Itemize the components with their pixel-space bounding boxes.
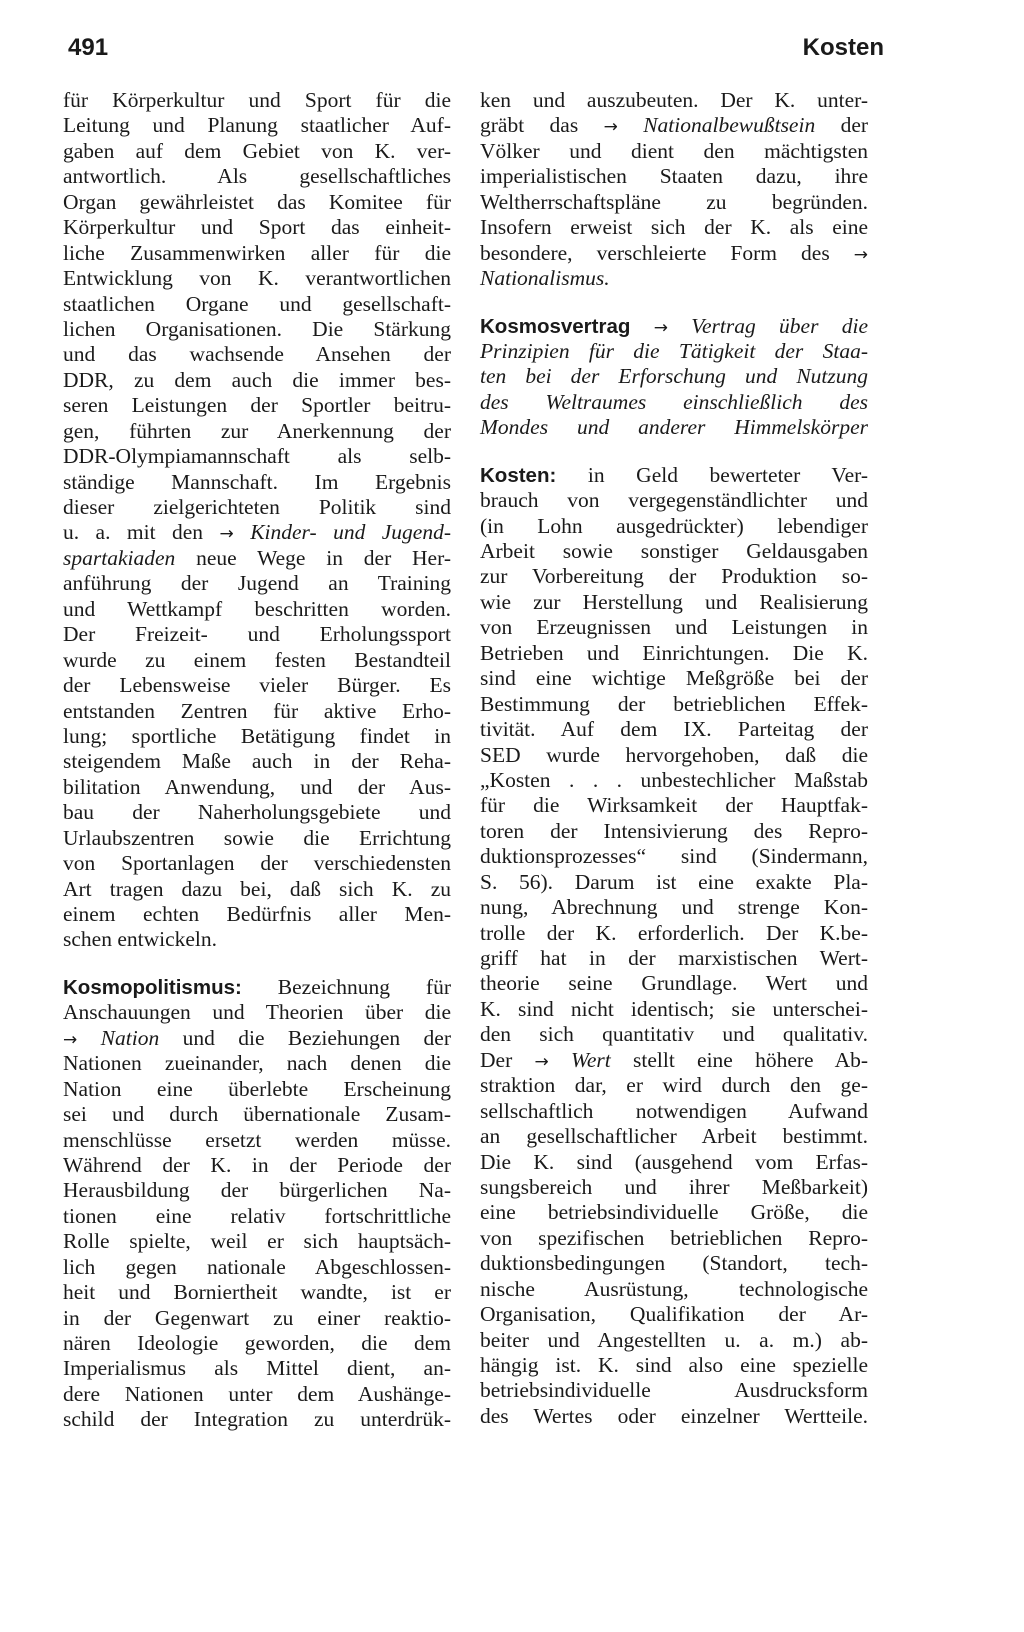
- text-line: duktionsprozesses“ sind (Sindermann,: [480, 844, 868, 869]
- text-line: „Kosten . . . unbestechlicher Maßstab: [480, 767, 868, 792]
- cross-reference-link[interactable]: Mondes und anderer Himmelskörper: [480, 415, 868, 440]
- text-line: in der Gegenwart zu einer reaktio-: [63, 1305, 451, 1330]
- headword-kosmopolitismus: Kosmopolitismus:: [63, 975, 242, 999]
- cross-reference-arrow-icon: →: [219, 524, 234, 545]
- text-line: sind eine wichtige Meßgröße bei der: [480, 666, 868, 691]
- text-line: [63, 520, 451, 545]
- text-line: straktion dar, er wird durch den ge-: [480, 1073, 868, 1098]
- text-line: [63, 546, 451, 571]
- text-line: lichen Organisationen. Die Stärkung: [63, 316, 451, 341]
- text-line: und Wettkampf beschritten worden.: [63, 596, 451, 621]
- text-line: Entwicklung von K. verantwortlichen: [63, 266, 451, 291]
- text-line: duktionsbedingungen (Standort, tech-: [480, 1251, 868, 1276]
- line-text: gräbt das: [480, 113, 579, 138]
- text-line: heit und Borniertheit wandte, ist er: [63, 1280, 451, 1305]
- page-number: 491: [68, 34, 109, 61]
- text-line: brauch von vergegenständlichter und: [480, 488, 868, 513]
- text-line: [480, 364, 868, 389]
- text-line: lich gegen nationale Abgeschlossen-: [63, 1254, 451, 1279]
- text-line: imperialistischen Staaten dazu, ihre: [480, 164, 868, 189]
- text-line: für die Wirksamkeit der Hauptfak-: [480, 793, 868, 818]
- headword-kosmosvertrag: Kosmosvertrag: [480, 314, 631, 338]
- text-line: an gesellschaftlicher Arbeit bestimmt.: [480, 1124, 868, 1149]
- cross-reference-arrow-icon: →: [853, 244, 869, 265]
- text-line: des Wertes oder einzelner Wertteile.: [480, 1403, 868, 1428]
- text-line: lung; sportliche Betätigung findet in: [63, 723, 451, 748]
- text-line: Nation eine überlebte Erscheinung: [63, 1076, 451, 1101]
- cross-reference-link[interactable]: Wert: [570, 1047, 611, 1072]
- text-line: [480, 1048, 868, 1073]
- text-line: [480, 390, 868, 415]
- text-line: [480, 339, 868, 364]
- headword-kosten: Kosten:: [480, 463, 557, 487]
- text-line: antwortlich. Als gesellschaftliches: [63, 164, 451, 189]
- text-line: beiter und Angestellten u. a. m.) ab-: [480, 1327, 868, 1352]
- cross-reference-link[interactable]: Prinzipien für die Tätigkeit der Staa-: [480, 338, 868, 363]
- cross-reference-link[interactable]: Nation: [100, 1025, 160, 1050]
- text-line: der Lebensweise vieler Bürger. Es: [63, 673, 451, 698]
- cross-reference-link[interactable]: Kinder- und Jugend-: [250, 520, 452, 545]
- text-line: Urlaubszentren sowie die Errichtung: [63, 825, 451, 850]
- right-column: [480, 88, 868, 1429]
- line-text: der: [840, 113, 869, 138]
- text-line: nische Ausrüstung, technologische: [480, 1276, 868, 1301]
- cross-reference-link[interactable]: ten bei der Erforschung und Nutzung: [480, 364, 868, 389]
- text-line: Art tragen dazu bei, daß sich K. zu: [63, 876, 451, 901]
- text-line: betriebsindividuelle Ausdrucksform: [480, 1378, 868, 1403]
- text-line: Während der K. in der Periode der: [63, 1152, 451, 1177]
- text-line: ständige Mannschaft. Im Ergebnis: [63, 469, 451, 494]
- line-text: u. a. mit den: [63, 520, 204, 545]
- text-line: von spezifischen betrieblichen Repro-: [480, 1225, 868, 1250]
- text-line: wurde zu einem festen Bestandteil: [63, 647, 451, 672]
- cross-reference-link[interactable]: Vertrag über die: [691, 313, 868, 338]
- text-line: liche Zusammenwirken aller für die: [63, 240, 451, 265]
- line-text: besondere, verschleierte Form des: [480, 240, 830, 265]
- text-line: gen, führten zur Anerkennung der: [63, 418, 451, 443]
- text-line: theorie seine Grundlage. Wert und: [480, 971, 868, 996]
- text-line: Organisation, Qualifikation der Ar-: [480, 1302, 868, 1327]
- left-column: [63, 88, 451, 1433]
- running-head: Kosten: [802, 34, 884, 61]
- cross-reference-arrow-icon: →: [534, 1051, 549, 1072]
- text-line: S. 56). Darum ist eine exakte Pla-: [480, 869, 868, 894]
- text-line: sellschaftlich notwendigen Aufwand: [480, 1098, 868, 1123]
- text-line: Arbeit sowie sonstiger Geldausgaben: [480, 539, 868, 563]
- text-line: nären Ideologie geworden, die dem: [63, 1331, 451, 1355]
- text-line: bilitation Anwendung, und der Aus-: [63, 774, 451, 799]
- text-line: [480, 241, 868, 266]
- cross-reference-link[interactable]: Nationalismus.: [480, 266, 610, 291]
- text-line: Herausbildung der bürgerlichen Na-: [63, 1178, 451, 1203]
- text-line: ken und auszubeuten. Der K. unter-: [480, 88, 868, 112]
- line-text: stellt eine höhere Ab-: [633, 1047, 869, 1072]
- text-line: sei und durch übernationale Zusam-: [63, 1102, 451, 1127]
- text-line: SED wurde hervorgehoben, daß die: [480, 742, 868, 767]
- text-line: DDR-Olympiamannschaft als selb-: [63, 444, 451, 469]
- text-line: den sich quantitativ und qualitativ.: [480, 1022, 868, 1047]
- line-text: neue Wege in der Her-: [196, 545, 451, 570]
- cross-reference-arrow-icon: →: [603, 117, 618, 138]
- text-line: einem echten Bedürfnis aller Men-: [63, 902, 451, 926]
- text-line: schild der Integration zu unterdrük-: [63, 1407, 451, 1432]
- cross-reference-arrow-icon: →: [653, 317, 668, 338]
- text-line: anführung der Jugend an Training: [63, 571, 451, 596]
- text-line: Weltherrschaftspläne zu begründen.: [480, 189, 868, 214]
- text-line: nung, Abrechnung und strenge Kon-: [480, 895, 868, 920]
- cross-reference-link[interactable]: spartakiaden: [63, 545, 176, 570]
- text-line: Anschauungen und Theorien über die: [63, 1000, 451, 1025]
- text-line: DDR, zu dem auch die immer bes-: [63, 367, 451, 392]
- text-line: menschlüsse ersetzt werden müsse.: [63, 1127, 451, 1152]
- text-line: griff hat in der marxistischen Wert-: [480, 946, 868, 970]
- entry-kosmosvertrag-first-line: [480, 314, 868, 339]
- text-line: trolle der K. erforderlich. Der K.be-: [480, 920, 868, 945]
- text-line: Imperialismus als Mittel dient, an-: [63, 1356, 451, 1381]
- text-line: [63, 1026, 451, 1051]
- text-line: staatlichen Organe und gesellschaft-: [63, 291, 451, 316]
- entry-kosten-first-line: [480, 463, 868, 488]
- text-line: entstanden Zentren für aktive Erho-: [63, 698, 451, 723]
- text-line: [480, 266, 868, 291]
- text-line: Betrieben und Einrichtungen. Die K.: [480, 640, 868, 665]
- line-text: Bezeichnung für: [277, 974, 451, 999]
- text-line: [480, 113, 868, 138]
- text-line: steigendem Maße auch in der Reha-: [63, 749, 451, 774]
- text-line: Rolle spielte, weil er sich hauptsäch-: [63, 1229, 451, 1254]
- text-line: eine betriebsindividuelle Größe, die: [480, 1200, 868, 1225]
- text-line: Körperkultur und Sport das einheit-: [63, 215, 451, 240]
- text-line: toren der Intensivierung des Repro-: [480, 818, 868, 843]
- cross-reference-arrow-icon: →: [63, 1029, 78, 1050]
- cross-reference-link[interactable]: des Weltraumes einschließlich des: [480, 389, 868, 414]
- text-line: und das wachsende Ansehen der: [63, 342, 451, 367]
- text-line: von Erzeugnissen und Leistungen in: [480, 615, 868, 640]
- text-line: für Körperkultur und Sport für die: [63, 88, 451, 112]
- text-line: [480, 415, 868, 440]
- text-line: Nationen zueinander, nach denen die: [63, 1051, 451, 1076]
- text-line: tivität. Auf dem IX. Parteitag der: [480, 717, 868, 742]
- text-line: zur Vorbereitung der Produktion so-: [480, 564, 868, 589]
- line-text: in Geld bewerteter Ver-: [587, 462, 869, 487]
- line-text: und die Beziehungen der: [182, 1025, 452, 1050]
- cross-reference-link[interactable]: Nationalbewußtsein: [643, 113, 816, 138]
- text-line: seren Leistungen der Sportler beitru-: [63, 393, 451, 418]
- text-line: Der Freizeit- und Erholungssport: [63, 622, 451, 647]
- line-text: Der: [480, 1047, 513, 1072]
- text-line: Insofern erweist sich der K. als eine: [480, 215, 868, 240]
- text-line: tionen eine relativ fortschrittliche: [63, 1203, 451, 1228]
- text-line: wie zur Herstellung und Realisierung: [480, 589, 868, 614]
- text-line: Die K. sind (ausgehend vom Erfas-: [480, 1149, 868, 1174]
- text-line: Völker und dient den mächtigsten: [480, 138, 868, 163]
- text-line: bau der Naherholungsgebiete und: [63, 800, 451, 825]
- text-line: hängig ist. K. sind also eine spezielle: [480, 1353, 868, 1377]
- text-line: von Sportanlagen der verschiedensten: [63, 851, 451, 876]
- text-line: (in Lohn ausgedrückter) lebendiger: [480, 513, 868, 538]
- text-line: Organ gewährleistet das Komitee für: [63, 189, 451, 214]
- text-line: Leitung und Planung staatlicher Auf-: [63, 113, 451, 138]
- text-line: K. sind nicht identisch; sie unterschei-: [480, 996, 868, 1021]
- text-line: dieser zielgerichteten Politik sind: [63, 495, 451, 519]
- text-line: Bestimmung der betrieblichen Effek-: [480, 691, 868, 716]
- text-line: gaben auf dem Gebiet von K. ver-: [63, 138, 451, 163]
- text-line: schen entwickeln.: [63, 927, 218, 952]
- text-line: dere Nationen unter dem Aushänge-: [63, 1381, 451, 1406]
- entry-kosmopolitismus-first-line: [63, 975, 451, 1000]
- text-line: sungsbereich und ihrer Meßbarkeit): [480, 1174, 868, 1199]
